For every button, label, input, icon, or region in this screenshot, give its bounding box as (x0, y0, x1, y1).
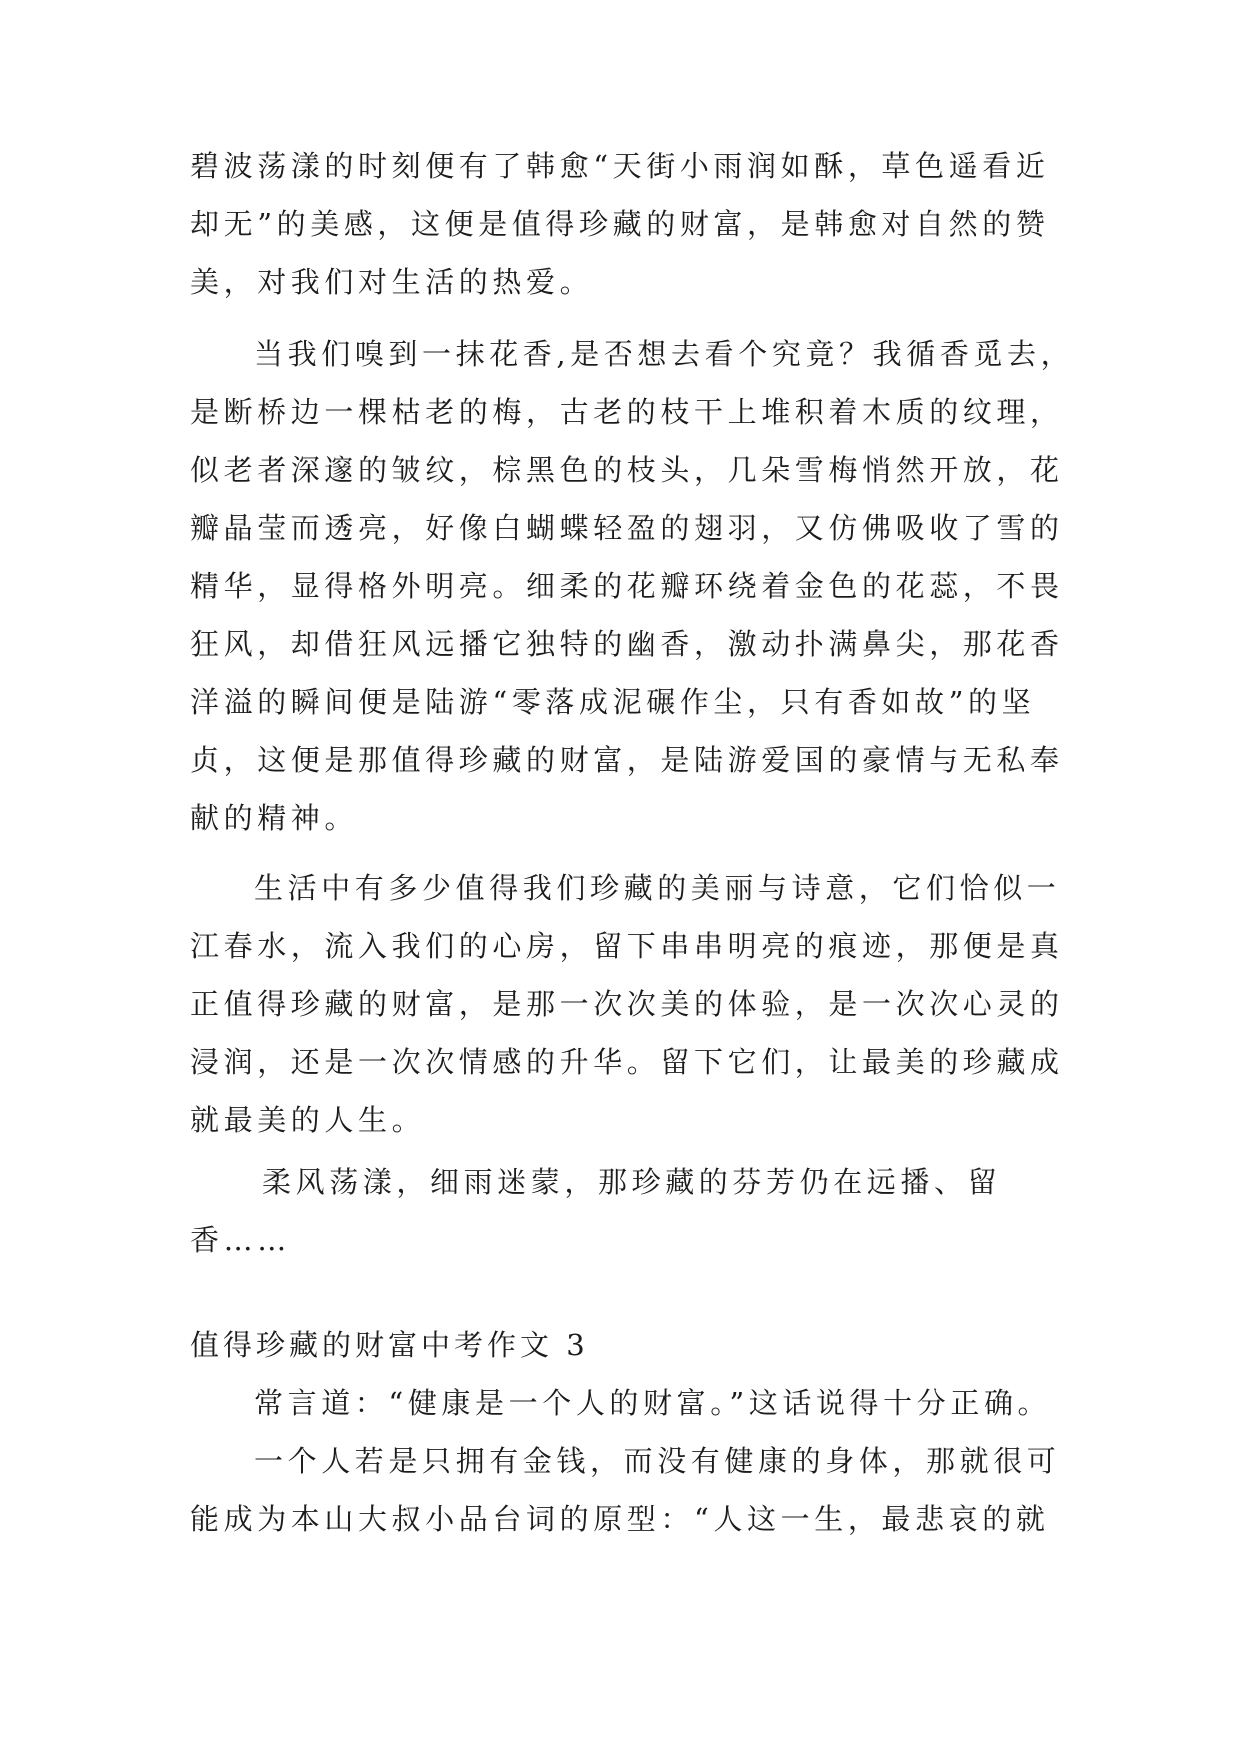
essay-title: 值得珍藏的财富中考作文 3 (190, 1328, 589, 1362)
paragraph-line: 能成为本山大叔小品台词的原型：“人这一生，最悲哀的就 (190, 1502, 1050, 1536)
paragraph-line: 贞，这便是那值得珍藏的财富，是陆游爱国的豪情与无私奉 (190, 743, 1064, 777)
paragraph-line: 碧波荡漾的时刻便有了韩愈“天街小雨润如酥，草色遥看近 (190, 149, 1050, 183)
paragraph-line: 生活中有多少值得我们珍藏的美丽与诗意，它们恰似一 (254, 871, 1061, 905)
paragraph-line: 瓣晶莹而透亮，好像白蝴蝶轻盈的翅羽，又仿佛吸收了雪的 (190, 511, 1064, 545)
paragraph-line: 精华，显得格外明亮。细柔的花瓣环绕着金色的花蕊，不畏 (190, 569, 1064, 603)
paragraph-2 (190, 325, 1075, 847)
paragraph-4 (190, 1153, 1070, 1269)
essay3-paragraph-2 (190, 1432, 1070, 1548)
paragraph-line: 狂风，却借狂风远播它独特的幽香，激动扑满鼻尖，那花香 (190, 627, 1064, 661)
paragraph-line: 正值得珍藏的财富，是那一次次美的体验，是一次次心灵的 (190, 987, 1064, 1021)
paragraph-3 (190, 859, 1070, 1149)
essay3-paragraph-1 (190, 1374, 1070, 1432)
paragraph-line: 常言道：“健康是一个人的财富。”这话说得十分正确。 (254, 1386, 1052, 1420)
paragraph-line: 当我们嗅到一抹花香,是否想去看个究竟？我循香觅去， (254, 337, 1075, 371)
paragraph-line: 柔风荡漾，细雨迷蒙，那珍藏的芬芳仍在远播、留 (262, 1165, 1002, 1199)
paragraph-line: 浸润，还是一次次情感的升华。留下它们，让最美的珍藏成 (190, 1045, 1064, 1079)
paragraph-1 (190, 137, 1070, 311)
paragraph-line: 却无”的美感，这便是值得珍藏的财富，是韩愈对自然的赞 (190, 207, 1050, 241)
paragraph-line: 洋溢的瞬间便是陆游“零落成泥碾作尘，只有香如故”的坚 (190, 685, 1036, 719)
paragraph-line: 献的精神。 (190, 801, 359, 835)
paragraph-line: 似老者深邃的皱纹，棕黑色的枝头，几朵雪梅悄然开放，花 (190, 453, 1064, 487)
paragraph-line: 就最美的人生。 (190, 1103, 426, 1137)
paragraph-line: 江春水，流入我们的心房，留下串串明亮的痕迹，那便是真 (190, 929, 1064, 963)
paragraph-line: 香…… (190, 1223, 291, 1257)
paragraph-line: 是断桥边一棵枯老的梅，古老的枝干上堆积着木质的纹理， (190, 395, 1064, 429)
paragraph-line: 一个人若是只拥有金钱，而没有健康的身体，那就很可 (254, 1444, 1061, 1478)
paragraph-line: 美，对我们对生活的热爱。 (190, 265, 594, 299)
